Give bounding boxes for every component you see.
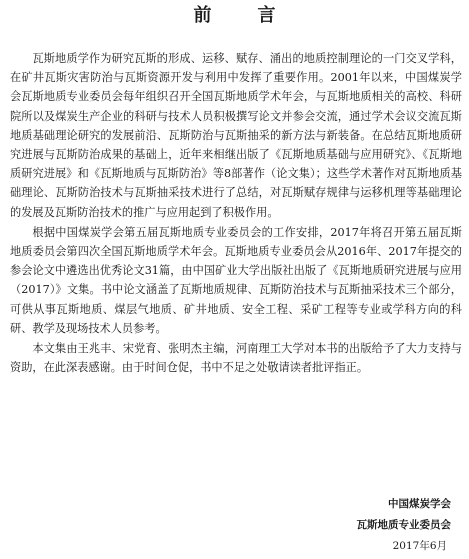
signature-org-line2: 瓦斯地质专业委员会 [356, 519, 451, 531]
preface-body [10, 49, 462, 377]
paragraph-3: 本文集由王兆丰、宋党育、张明杰主编，河南理工大学对本书的出版给予了大力支持与资助，在此深表感谢。由于时间仓促，书中不足之处敬请读者批评指正。 [10, 342, 462, 375]
paragraph-2: 根据中国煤炭学会第五届瓦斯地质专业委员会的工作安排，2017年将召开第五届瓦斯地质委员会第四次全国瓦斯地质学术年会。瓦斯地质专业委员会从2016年、2017年提交的参会论文中遴选出优秀论文31篇，由中国矿业大学出版社出版了《瓦斯地质研究进展与应用（2017）》文集。书中论文涵盖了瓦斯地质规律、瓦斯防治技术与瓦斯抽采技术三个部分，可供从事瓦斯地质、煤层气地质、矿井地质、安全工程、采矿工程等专业或学科方向的科研、教学及现场技术人员参考。 [10, 225, 462, 335]
page-title: 前 言 [193, 5, 290, 26]
paragraph-1: 瓦斯地质学作为研究瓦斯的形成、运移、赋存、涌出的地质控制理论的一门交叉学科，在矿井瓦斯灾害防治与瓦斯资源开发与利用中发挥了重要作用。2001年以来，中国煤炭学会瓦斯地质专业委员会每年组织召开全国瓦斯地质学术年会，与瓦斯地质相关的高校、科研院所以及煤炭生产企业的科研与技术人员积极撰写论文并参会交流，通过学术会议交流瓦斯地质基础理论研究的发展前沿、瓦斯防治与瓦斯抽采的新方法与新装备。在总结瓦斯地质研究进展与瓦斯防治成果的基础上，近年来相继出版了《瓦斯地质基础与应用研究》、《瓦斯地质研究进展》和《瓦斯地质与瓦斯防治》等8部著作（论文集）；这些学术著作对瓦斯地质基础理论、瓦斯防治技术与瓦斯抽采技术进行了总结，对瓦斯赋存规律与运移机理等基础理论的发展及瓦斯防治技术的推广与应用起到了积极作用。 [10, 52, 462, 219]
signature-date: 2017年6月 [392, 540, 447, 552]
signature-block [357, 494, 452, 557]
signature-org-line1: 中国煤炭学会 [388, 498, 451, 510]
